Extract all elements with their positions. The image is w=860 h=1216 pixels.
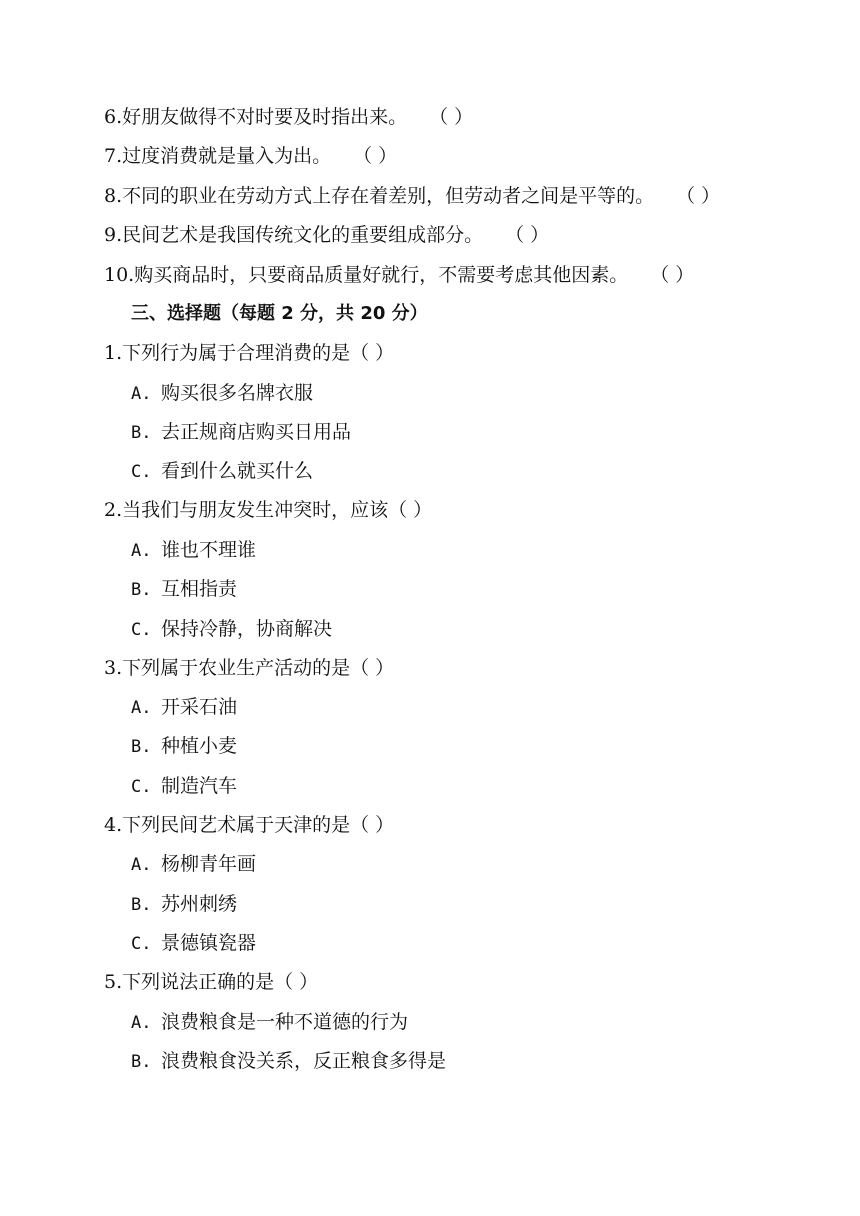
option-text: 开采石油 — [161, 696, 238, 718]
option-letter: C. — [131, 462, 152, 482]
judgment-item-6 — [104, 105, 473, 129]
option-letter: B. — [131, 423, 152, 443]
option-text: 购买很多名牌衣服 — [161, 382, 314, 404]
option-text: 景德镇瓷器 — [161, 932, 257, 954]
option-text: 去正规商店购买日用品 — [161, 421, 352, 443]
option-letter: A. — [131, 384, 152, 404]
answer-blank: （ ） — [353, 145, 398, 167]
option-letter: B. — [131, 737, 152, 757]
option-text: 互相指责 — [161, 578, 238, 600]
choice-question-5: 5.下列说法正确的是（ ） — [104, 971, 319, 993]
option-letter: C. — [131, 777, 152, 797]
option-letter: B. — [131, 1052, 152, 1072]
judgment-item-8 — [104, 184, 720, 208]
answer-blank: （ ） — [505, 224, 550, 246]
option-text: 苏州刺绣 — [161, 893, 238, 915]
option-letter: C. — [131, 934, 152, 954]
judgment-text: 10.购买商品时，只要商品质量好就行，不需要考虑其他因素。 — [104, 264, 629, 286]
choice-option — [131, 381, 313, 406]
option-text: 看到什么就买什么 — [161, 460, 314, 482]
judgment-item-7 — [104, 144, 397, 168]
choice-question-2: 2.当我们与朋友发生冲突时，应该（ ） — [104, 499, 433, 521]
choice-option — [131, 852, 256, 877]
option-text: 保持冷静，协商解决 — [161, 618, 333, 640]
choice-option — [131, 420, 351, 445]
option-letter: B. — [131, 895, 152, 915]
option-text: 杨柳青年画 — [161, 853, 257, 875]
choice-option — [131, 734, 237, 759]
choice-question-4: 4.下列民间艺术属于天津的是（ ） — [104, 814, 395, 836]
judgment-item-9 — [104, 223, 549, 247]
option-text: 浪费粮食没关系，反正粮食多得是 — [161, 1050, 447, 1072]
choice-option — [131, 538, 256, 563]
choice-option — [131, 931, 256, 956]
choice-question-3: 3.下列属于农业生产活动的是（ ） — [104, 657, 395, 679]
choice-option — [131, 892, 237, 917]
judgment-item-10 — [104, 263, 694, 287]
choice-option — [131, 774, 237, 799]
answer-blank: （ ） — [676, 185, 721, 207]
section-heading: 三、选择题（每题 2 分，共 20 分） — [131, 303, 428, 324]
option-text: 种植小麦 — [161, 735, 238, 757]
choice-option — [131, 1010, 408, 1035]
judgment-text: 8.不同的职业在劳动方式上存在着差别，但劳动者之间是平等的。 — [104, 185, 655, 207]
judgment-text: 7.过度消费就是量入为出。 — [104, 145, 332, 167]
choice-option — [131, 577, 237, 602]
choice-option — [131, 1049, 446, 1074]
choice-option — [131, 459, 313, 484]
option-text: 浪费粮食是一种不道德的行为 — [161, 1011, 409, 1033]
option-letter: A. — [131, 541, 152, 561]
choice-option — [131, 695, 237, 720]
option-text: 制造汽车 — [161, 775, 238, 797]
answer-blank: （ ） — [429, 106, 474, 128]
judgment-text: 6.好朋友做得不对时要及时指出来。 — [104, 106, 408, 128]
option-letter: A. — [131, 698, 152, 718]
judgment-text: 9.民间艺术是我国传统文化的重要组成部分。 — [104, 224, 484, 246]
option-letter: C. — [131, 620, 152, 640]
answer-blank: （ ） — [650, 264, 695, 286]
choice-option — [131, 617, 332, 642]
choice-question-1: 1.下列行为属于合理消费的是（ ） — [104, 342, 395, 364]
option-letter: A. — [131, 1013, 152, 1033]
option-letter: B. — [131, 580, 152, 600]
option-letter: A. — [131, 855, 152, 875]
option-text: 谁也不理谁 — [161, 539, 257, 561]
